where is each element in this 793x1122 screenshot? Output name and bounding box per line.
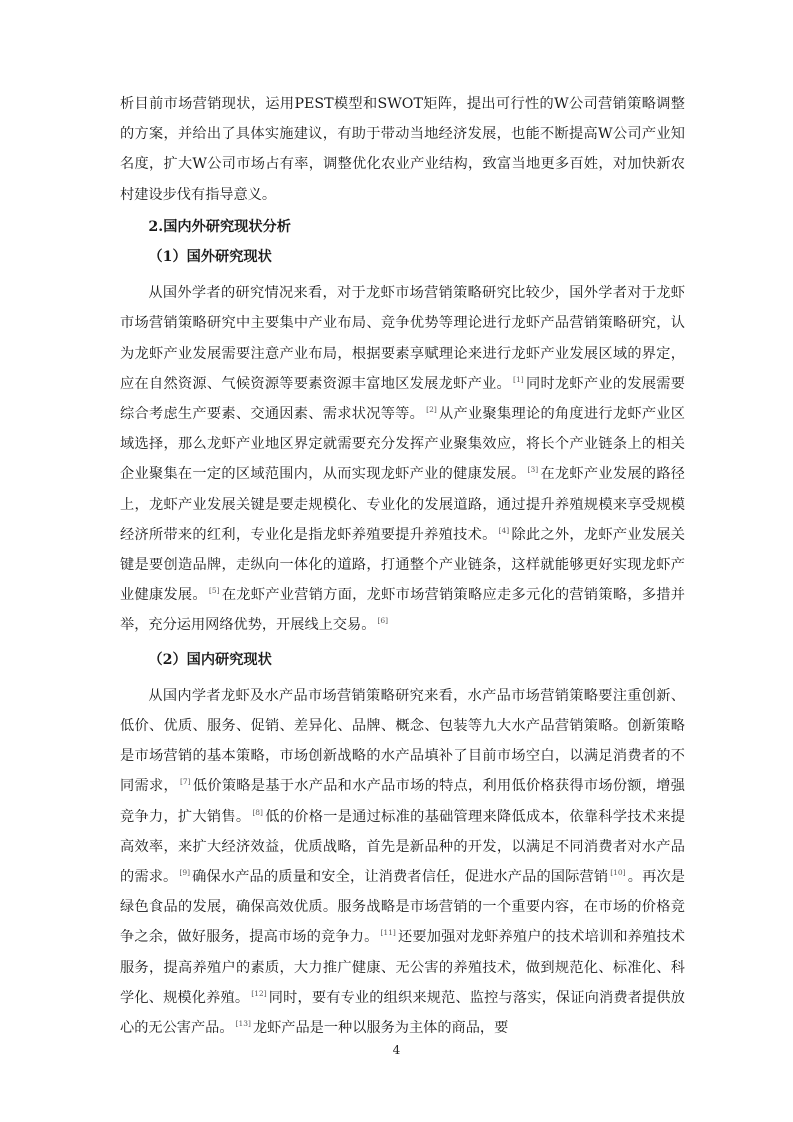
intro-text: 析目前市场营销现状，运用PEST模型和SWOT矩阵，提出可行性的W公司营销策略调整的方案，并给出了具体实施建议，有助于带动当地经济发展，也能不断提高W公司产业知名度，扩大W公司市场占有率，调整优化农业产业结构，致富当地更多百姓，对加快新农村建设步伐有指导意义。 — [120, 96, 685, 203]
citation-ref-6: [6] — [377, 616, 389, 626]
paragraph-text: 从产业聚集理论的角度进行龙虾产业区域选择，那么龙虾产业地区界定就需要充分发挥产业聚集效应，将长个产业链条上的相关企业聚集在一定的区域范围内，从而实现龙虾产业的健康发展。 — [120, 406, 685, 483]
citation-ref-12: [12] — [251, 988, 267, 998]
subsection-heading-foreign: （1）国外研究现状 — [148, 249, 272, 266]
citation-ref-5: [5] — [208, 586, 220, 596]
paragraph-text: 确保水产品的质量和安全，让消费者信任，促进水产品的国际营销 — [192, 869, 609, 886]
citation-ref-2: [2] — [426, 405, 437, 415]
paragraph-text: 从国内学者龙虾及水产品市场营销策略研究来看，水产品市场营销策略要注重创新、低价、优质、服务、促销、差异化、品牌、概念、包装等九大水产品营销策略。创新策略是市场营销的基本策略，市场创新战略的水产品填补了目前市场空白，以满足消费者的不同需求， — [120, 687, 685, 795]
paragraph-text: 还要加强对龙虾养殖户的技术培训和养殖技术服务，提高养殖户的素质，大力推广健康、无公害的养殖技术，做到规范化、标准化、科学化、规模化养殖。 — [120, 929, 685, 1006]
paragraph-text: 在龙虾产业营销方面，龙虾市场营销策略应走多元化的营销策略，多措并举，充分运用网络优势，开展线上交易。 — [120, 587, 685, 634]
paragraph-text: 低的价格一是通过标准的基础管理来降低成本，依靠科学技术来提高效率，来扩大经济效益，优质战略，首先是新品种的开发，以满足不同消费者对水产品的需求。 — [120, 808, 685, 886]
citation-ref-13: [13] — [235, 1019, 251, 1029]
paragraph-text: 同时，要有专业的组织来规范、监控与落实，保证向消费者提供放心的无公害产品。 — [120, 989, 685, 1037]
foreign-research-paragraph — [120, 278, 685, 640]
subsection-heading-domestic: （2）国内研究现状 — [148, 651, 272, 668]
citation-ref-11: [11] — [380, 928, 396, 938]
citation-ref-8: [8] — [252, 807, 263, 817]
section-heading-research-status: 2.国内外研究现状分析 — [148, 218, 291, 235]
paragraph-text: 。再次是绿色食品的发展，确保高效优质。服务战略是市场营销的一个重要内容，在市场的价格竞争之余，做好服务，提高市场的竞争力。 — [120, 869, 685, 946]
citation-ref-9: [9] — [179, 868, 191, 878]
paragraph-text: 低价策略是基于水产品和水产品市场的特点，利用低价格获得市场份额，增强竞争力，扩大销售。 — [120, 778, 685, 825]
page-body — [120, 89, 685, 1043]
paragraph-text: 同时龙虾产业的发展需要综合考虑生产要素、交通因素、需求状况等等。 — [120, 375, 685, 423]
domestic-research-paragraph — [120, 681, 685, 1043]
citation-ref-1: [1] — [513, 374, 524, 384]
paragraph-text: 从国外学者的研究情况来看，对于龙虾市场营销策略研究比较少，国外学者对于龙虾市场营销策略研究中主要集中产业布局、竞争优势等理论进行龙虾产品营销策略研究，认为龙虾产业发展需要注意产业布局，根据要素享赋理论来进行龙虾产业发展区域的界定，应在自然资源、气候资源等要素资源丰富地区发展龙虾产业。 — [120, 285, 685, 392]
citation-ref-4: [4] — [498, 525, 510, 535]
citation-ref-3: [3] — [527, 465, 539, 475]
paragraph-text: 除此之外，龙虾产业发展关键是要创造品牌，走纵向一体化的道路，打通整个产业链条，这样就能够更好实现龙虾产业健康发展。 — [120, 526, 685, 604]
intro-paragraph — [120, 89, 685, 210]
citation-ref-10: [10] — [610, 868, 626, 878]
paragraph-text: 龙虾产品是一种以服务为主体的商品，要 — [252, 1020, 509, 1037]
citation-ref-7: [7] — [179, 777, 191, 787]
page-number: 4 — [392, 1043, 401, 1057]
paragraph-text: 在龙虾产业发展的路径上，龙虾产业发展关键是要走规模化、专业化的发展道路，通过提升养殖规模来享受规模经济所带来的红利，专业化是指龙虾养殖要提升养殖技术。 — [120, 466, 685, 543]
